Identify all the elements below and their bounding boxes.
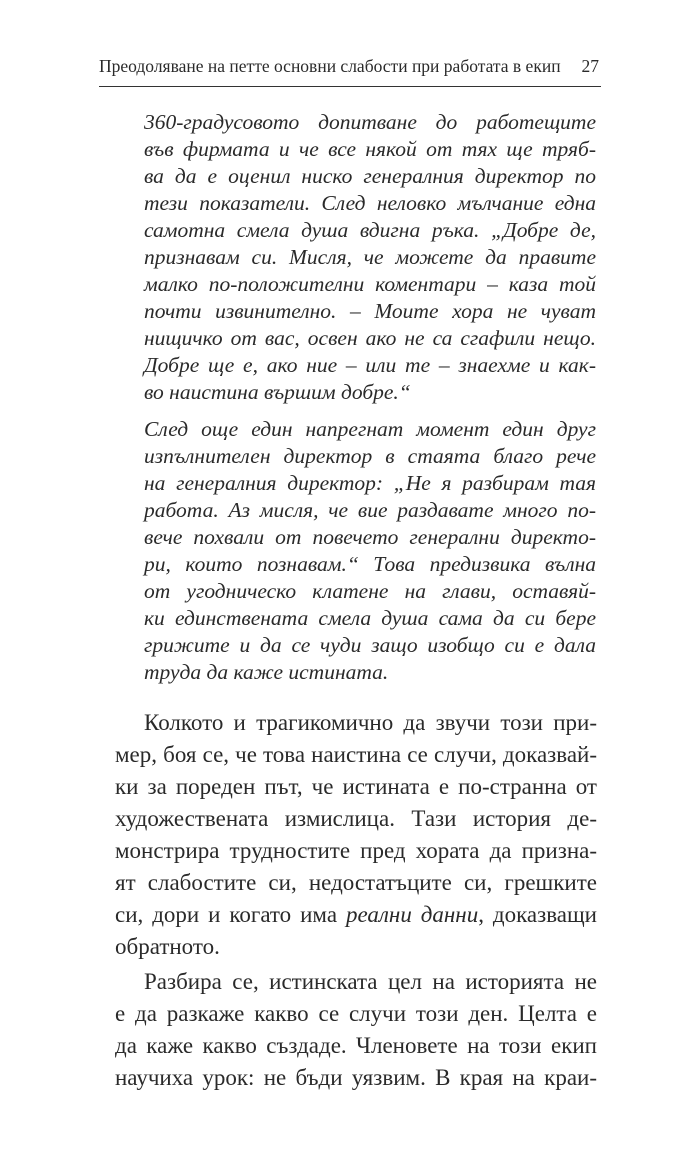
emphasized-text: реални данни [345,902,479,927]
quote-line: почти извинително. – Моите хора не чуват [144,299,596,323]
quote-line: във фирмата и че все някой от тях ще тряб- [144,137,596,161]
quote-line: малко по-положителни коментари – каза той [144,272,596,296]
quote-line: 360-градусовото допитване до работещите [144,110,596,134]
body-line: Разбира се, истинската цел на историята не [144,969,597,994]
running-header [99,54,601,87]
quote-line: тези показатели. След неловко мълчание една [144,191,596,215]
quote-line: нищичко от вас, освен ако не са сгафили нещо. [144,326,596,350]
body-text-run: , доказващи [478,902,597,927]
page-number: 27 [581,56,599,76]
body-line: ят слабостите си, недостатъците си, грешките [115,870,597,895]
quote-line: признавам си. Мисля, че можете да правите [144,245,596,269]
quote-line: ва да е оценил ниско генералния директор по [144,164,596,188]
body-line: да каже какво създаде. Членовете на този екип [115,1033,597,1058]
quote-line: грижите и да се чуди защо изобщо си е дала [144,633,596,657]
quote-line: ри, които познавам.“ Това предизвика вълна [144,552,596,576]
body-line: научиха урок: не бъди уязвим. В края на краи- [115,1065,597,1090]
quote-line: Добре ще е, ако ние – или те – знаехме и как- [144,353,596,377]
quote-line: работа. Аз мисля, че вие раздавате много по- [144,498,596,522]
quote-line: ки единствената смела душа сама да си бере [144,606,596,630]
body-line: мер, боя се, че това наистина се случи, доказвай- [115,742,597,767]
quote-line: самотна смела душа вдигна ръка. „Добре де, [144,218,596,242]
quote-line: След още един напрегнат момент един друг [144,417,596,441]
quote-line: от угодническо клатене на глави, оставяй- [144,579,596,603]
body-line: обратното. [115,934,220,959]
body-line: Колкото и трагикомично да звучи този при- [144,710,597,735]
body-line: художествената измислица. Тази история де- [115,806,597,831]
quote-line: вече похвали от повечето генерални директо- [144,525,596,549]
quote-line: на генералния директор: „Не я разбирам тая [144,471,596,495]
body-line: монстрира трудностите пред хората да призна- [115,838,597,863]
quote-line: во наистина вършим добре.“ [144,380,411,404]
body-text-run: си, дори и когато има [115,902,346,927]
body-line [115,903,597,926]
running-header-title: Преодоляване на петте основни слабости при работата в екип [99,56,561,76]
body-line: е да разкаже какво се случи този ден. Целта е [115,1001,597,1026]
quote-line: изпълнителен директор в стаята благо рече [144,444,596,468]
quote-line: труда да каже истината. [144,660,389,684]
body-line: ки за пореден път, че истината е по-странна от [115,774,597,799]
